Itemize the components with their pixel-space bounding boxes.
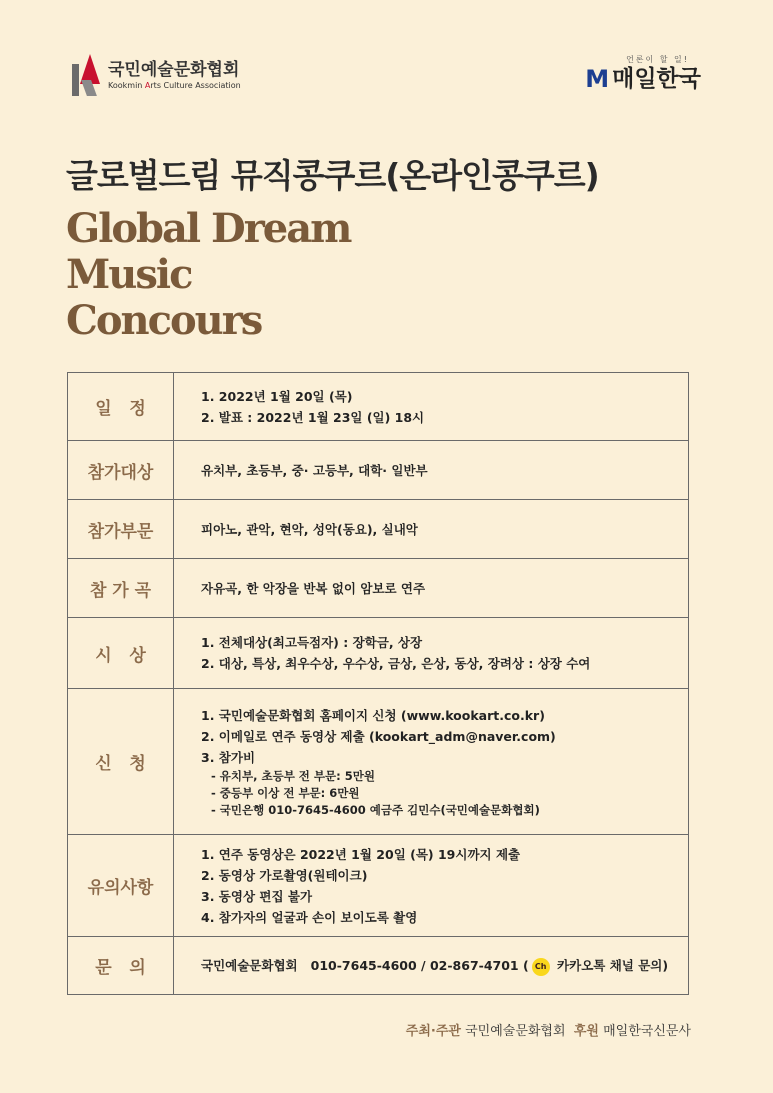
label-piece: 참 가 곡 xyxy=(68,559,174,618)
maeil-logo xyxy=(585,54,701,93)
label-notice: 유의사항 xyxy=(68,835,174,937)
label-apply: 신 청 xyxy=(68,689,174,835)
row-apply: 신 청 1. 국민예술문화협회 홈페이지 신청 (www.kookart.co.kr) 2. 이메일로 연주 동영상 제출 (kookart_adm@naver.com) 3. 참가비 - 유치부, 초등부 전 부문: 5만원 - 중등부 이상 전 부문: 6만원 - 국민은행 010-7645-4600 예금주 김민수(국민예술문화협회) xyxy=(68,689,689,835)
title-korean: 글로벌드림 뮤직콩쿠르(온라인콩쿠르) xyxy=(66,156,599,195)
maeil-brand-text: 매일한국 xyxy=(612,66,701,92)
label-contact: 문 의 xyxy=(68,937,174,995)
info-table xyxy=(67,372,689,995)
label-target: 참가대상 xyxy=(68,441,174,500)
label-category: 참가부문 xyxy=(68,500,174,559)
row-schedule: 일 정 1. 2022년 1월 20일 (목) 2. 발표 : 2022년 1월 23일 (일) 18시 xyxy=(68,373,689,441)
kookmin-logo-icon xyxy=(70,54,102,98)
row-contact: 문 의 국민예술문화협회 010-7645-4600 / 02-867-4701 ( Ch 카카오톡 채널 문의) xyxy=(68,937,689,995)
row-award: 시 상 1. 전체대상(최고득점자) : 장학금, 상장 2. 대상, 특상, 최우수상, 우수상, 금상, 은상, 동상, 장려상 : 상장 수여 xyxy=(68,618,689,689)
label-award: 시 상 xyxy=(68,618,174,689)
row-piece: 참 가 곡 자유곡, 한 악장을 반복 없이 암보로 연주 xyxy=(68,559,689,618)
kookmin-logo xyxy=(70,54,241,98)
title-english: Global Dream Music Concours xyxy=(66,205,351,344)
row-notice: 유의사항 1. 연주 동영상은 2022년 1월 20일 (목) 19시까지 제출 2. 동영상 가로촬영(원테이크) 3. 동영상 편집 불가 4. 참가자의 얼굴과 손이 보이도록 촬영 xyxy=(68,835,689,937)
row-category: 참가부문 피아노, 관악, 현악, 성악(동요), 실내악 xyxy=(68,500,689,559)
maeil-m-icon: M xyxy=(585,65,610,93)
maeil-slogan: 언론이 할 일! xyxy=(626,55,689,64)
footer-credits: 주최·주관 국민예술문화협회 후원 매일한국신문사 xyxy=(405,1024,691,1039)
kookmin-logo-subtext: Kookmin Arts Culture Association xyxy=(108,81,241,90)
kookmin-logo-text: 국민예술문화협회 xyxy=(108,60,240,80)
kakao-channel-icon: Ch xyxy=(532,958,550,976)
row-target: 참가대상 유치부, 초등부, 중· 고등부, 대학· 일반부 xyxy=(68,441,689,500)
label-schedule: 일 정 xyxy=(68,373,174,441)
